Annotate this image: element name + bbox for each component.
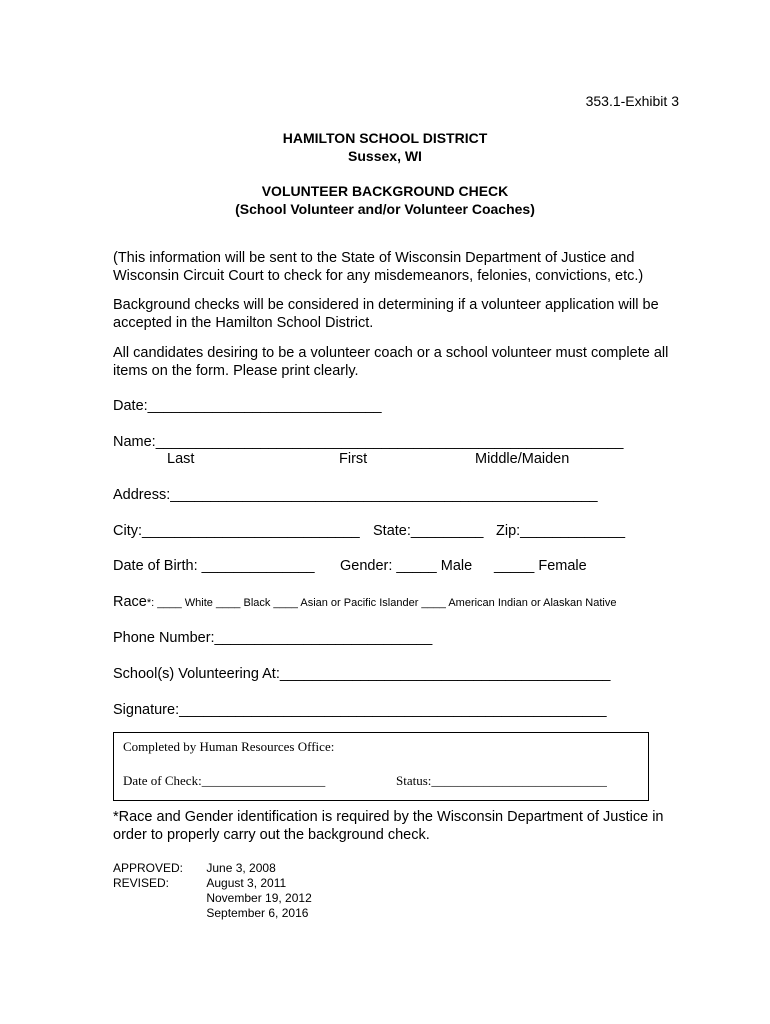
status-field[interactable]: Status:___________________________	[396, 773, 607, 788]
revision-date: November 19, 2012	[206, 891, 312, 905]
race-options[interactable]: *: ____ White ____ Black ____ Asian or Pacific Islander ____ American Indian or Alaskan Native	[146, 597, 617, 609]
date-field[interactable]: Date:_____________________________	[113, 398, 382, 414]
revision-date: August 3, 2011	[206, 876, 287, 890]
consideration-paragraph: Background checks will be considered in determining if a volunteer application will be accepted in the Hamilton School District.	[113, 297, 659, 331]
footnote: *Race and Gender identification is required by the Wisconsin Department of Justice in order to properly carry out the background check.	[113, 809, 664, 843]
name-middle-label: Middle/Maiden	[475, 451, 570, 467]
phone-field[interactable]: Phone Number:___________________________	[113, 630, 433, 646]
hr-box-title: Completed by Human Resources Office:	[123, 739, 335, 754]
name-field[interactable]: Name:__________________________________________________________	[113, 434, 624, 450]
gender-male-field[interactable]: Gender: _____ Male	[340, 558, 473, 574]
gender-female-field[interactable]: _____ Female	[494, 558, 587, 574]
revised-label: REVISED:	[113, 876, 170, 890]
revision-dates	[206, 861, 311, 921]
revision-labels	[113, 861, 203, 891]
hr-office-box	[113, 732, 649, 801]
address-field[interactable]: Address:_____________________________________________________	[113, 487, 598, 503]
name-first-label: First	[339, 451, 368, 467]
race-field[interactable]	[113, 594, 616, 610]
state-field[interactable]: State:_________	[373, 523, 484, 539]
name-last-label: Last	[167, 451, 195, 467]
form-subtitle: (School Volunteer and/or Volunteer Coaches)	[235, 201, 535, 217]
exhibit-number: 353.1-Exhibit 3	[585, 93, 679, 109]
signature-field[interactable]: Signature:_____________________________________________________	[113, 702, 607, 718]
date-of-check-field[interactable]: Date of Check:___________________	[123, 773, 326, 788]
district-name: HAMILTON SCHOOL DISTRICT	[282, 130, 488, 146]
form-title: VOLUNTEER BACKGROUND CHECK	[261, 183, 509, 199]
intro-paragraph: (This information will be sent to the State of Wisconsin Department of Justice and Wisconsin Circuit Court to check for any misdemeanors, felonies, convictions, etc.)	[113, 250, 644, 284]
approved-label: APPROVED:	[113, 861, 184, 875]
instruction-paragraph: All candidates desiring to be a volunteer coach or a school volunteer must complete all items on the form. Please print clearly.	[113, 345, 669, 379]
revision-history	[113, 861, 312, 921]
race-label: Race	[113, 594, 147, 610]
dob-field[interactable]: Date of Birth: ______________	[113, 558, 315, 574]
city-field[interactable]: City:___________________________	[113, 523, 360, 539]
revision-date: September 6, 2016	[206, 906, 309, 920]
revision-date: June 3, 2008	[206, 861, 276, 875]
zip-field[interactable]: Zip:_____________	[496, 523, 626, 539]
school-field[interactable]: School(s) Volunteering At:_________________________________________	[113, 666, 611, 682]
district-location: Sussex, WI	[348, 148, 422, 164]
